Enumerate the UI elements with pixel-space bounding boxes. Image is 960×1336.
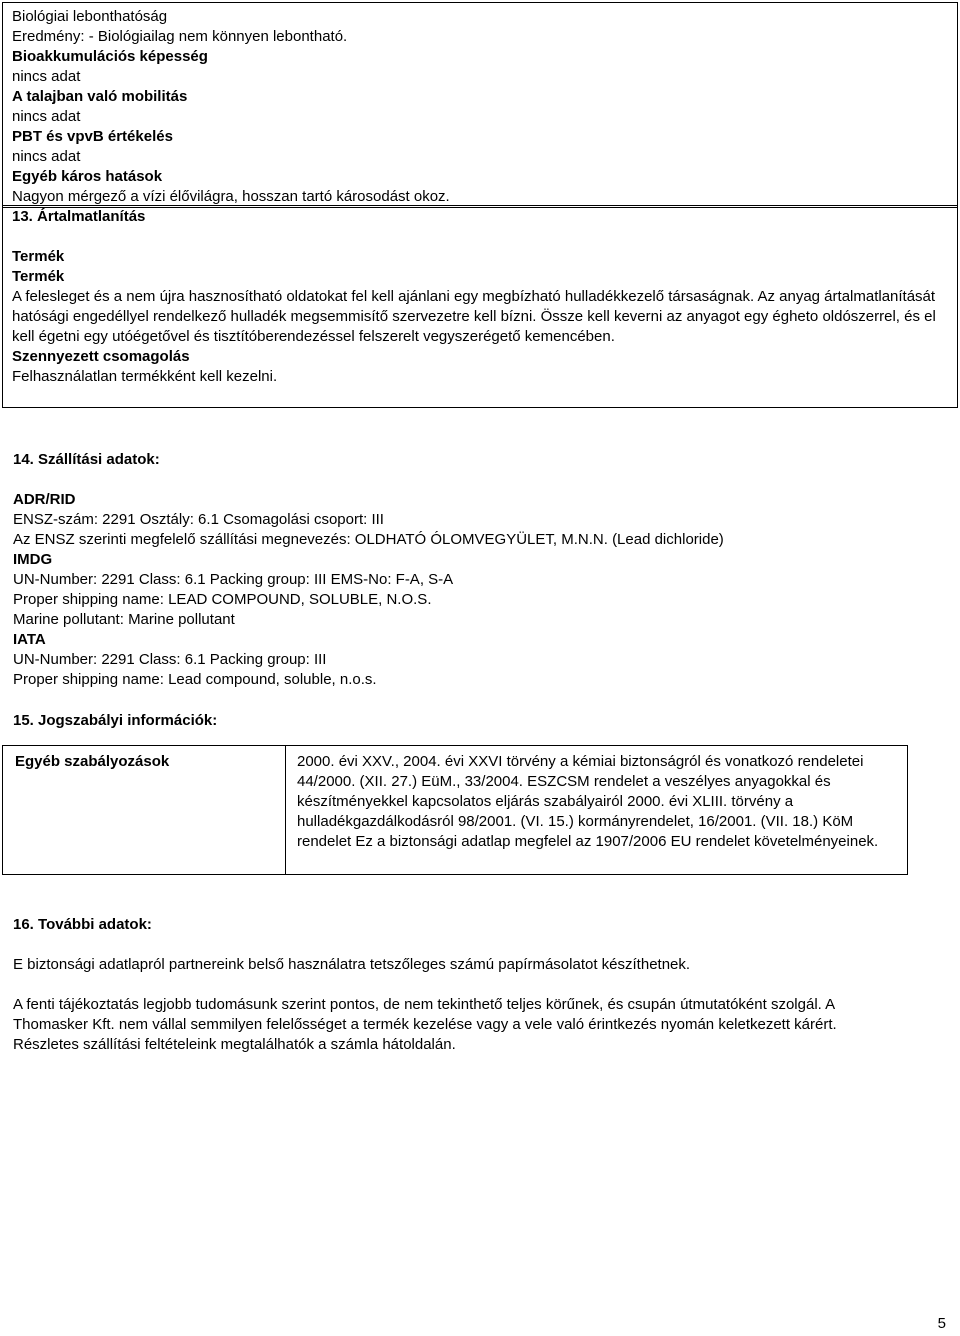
iata-heading: IATA bbox=[13, 631, 46, 648]
adr-heading: ADR/RID bbox=[13, 491, 76, 508]
product-subheading: Termék bbox=[12, 268, 65, 285]
adr-line-2: Az ENSZ szerinti megfelelő szállítási megnevezés: OLDHATÓ ÓLOMVEGYÜLET, M.N.N. (Lead dichloride) bbox=[13, 531, 724, 548]
product-heading: Termék bbox=[12, 248, 65, 265]
regulations-table bbox=[2, 745, 908, 875]
bioaccumulation-heading: Bioakkumulációs képesség bbox=[12, 48, 208, 65]
pbt-value: nincs adat bbox=[12, 148, 81, 165]
mobility-value: nincs adat bbox=[12, 108, 81, 125]
pbt-heading: PBT és vpvB értékelés bbox=[12, 128, 173, 145]
packaging-text: Felhasználatlan termékként kell kezelni. bbox=[12, 368, 278, 385]
section-13-title: 13. Ártalmatlanítás bbox=[12, 208, 146, 225]
biodegradability-heading: Biológiai lebonthatóság bbox=[12, 8, 168, 25]
adr-line-1: ENSZ-szám: 2291 Osztály: 6.1 Csomagolási csoport: III bbox=[13, 511, 384, 528]
product-disposal-text: A felesleget és a nem újra hasznosítható oldatokat fel kell ajánlani egy megbízható hulladékkezelő társaságnak. Az anyag ártalmatlanítását hatósági engedéllyel rendelkező hulladék megsemmisítő szervezetre kell bízni. Össze kell keverni az anyagot egy égheto oldószerrel, és el kell égetni egy utóégetővel és tisztítóberendezéssel felszerelt vegyszerégető kemencében. bbox=[12, 288, 936, 345]
other-effects-heading: Egyéb káros hatások bbox=[12, 168, 163, 185]
other-effects-value: Nagyon mérgező a vízi élővilágra, hosszan tartó károsodást okoz. bbox=[12, 188, 450, 205]
regulations-text: 2000. évi XXV., 2004. évi XXVI törvény a kémiai biztonságról és vonatkozó rendeletei 44/2000. (XII. 27.) EüM., 33/2004. ESZCSM rendelet a veszélyes anyagokkal és készítményekkel kapcsolatos eljárás szabályairól 2000. évi XLIII. törvény a hulladékgazdálkodásról 98/2001. (VI. 15.) kormányrendelet, 16/2001. (VII. 18.) KöM rendelet Ez a biztonsági adatlap megfelel az 1907/2006 EU rendelet követelményeinek. bbox=[297, 753, 879, 850]
bioaccumulation-value: nincs adat bbox=[12, 68, 81, 85]
biodegradability-result: Eredmény: - Biológiailag nem könnyen lebontható. bbox=[12, 28, 348, 45]
packaging-heading: Szennyezett csomagolás bbox=[12, 348, 190, 365]
additional-info-para-1: E biztonsági adatlapról partnereink belső használatra tetszőleges számú papírmásolatot készíthetnek. bbox=[13, 956, 691, 973]
mobility-heading: A talajban való mobilitás bbox=[12, 88, 188, 105]
section-12-box bbox=[2, 2, 958, 208]
section-16-title: 16. További adatok: bbox=[13, 916, 152, 933]
iata-line-2: Proper shipping name: Lead compound, soluble, n.o.s. bbox=[13, 671, 377, 688]
imdg-line-3: Marine pollutant: Marine pollutant bbox=[13, 611, 235, 628]
page-number: 5 bbox=[937, 1315, 946, 1332]
section-15-title: 15. Jogszabályi információk: bbox=[13, 712, 218, 729]
transport-block bbox=[13, 490, 913, 690]
iata-line-1: UN-Number: 2291 Class: 6.1 Packing group: III bbox=[13, 651, 327, 668]
section-13-box bbox=[2, 205, 958, 408]
additional-info-para-2: A fenti tájékoztatás legjobb tudomásunk szerint pontos, de nem tekinthető teljes körűnek, és csupán útmutatóként szolgál. A Thomasker Kft. nem vállal semmilyen felelősséget a termék kezelése vagy a vele való érintkezés nyomán keletkezett kárért. Részletes szállítási feltételeink megtalálhatók a számla hátoldalán. bbox=[13, 996, 837, 1053]
imdg-line-2: Proper shipping name: LEAD COMPOUND, SOLUBLE, N.O.S. bbox=[13, 591, 432, 608]
imdg-line-1: UN-Number: 2291 Class: 6.1 Packing group: III EMS-No: F-A, S-A bbox=[13, 571, 454, 588]
regulations-label: Egyéb szabályozások bbox=[15, 753, 170, 770]
table-divider bbox=[285, 746, 286, 874]
imdg-heading: IMDG bbox=[13, 551, 53, 568]
section-14-title: 14. Szállítási adatok: bbox=[13, 451, 160, 468]
